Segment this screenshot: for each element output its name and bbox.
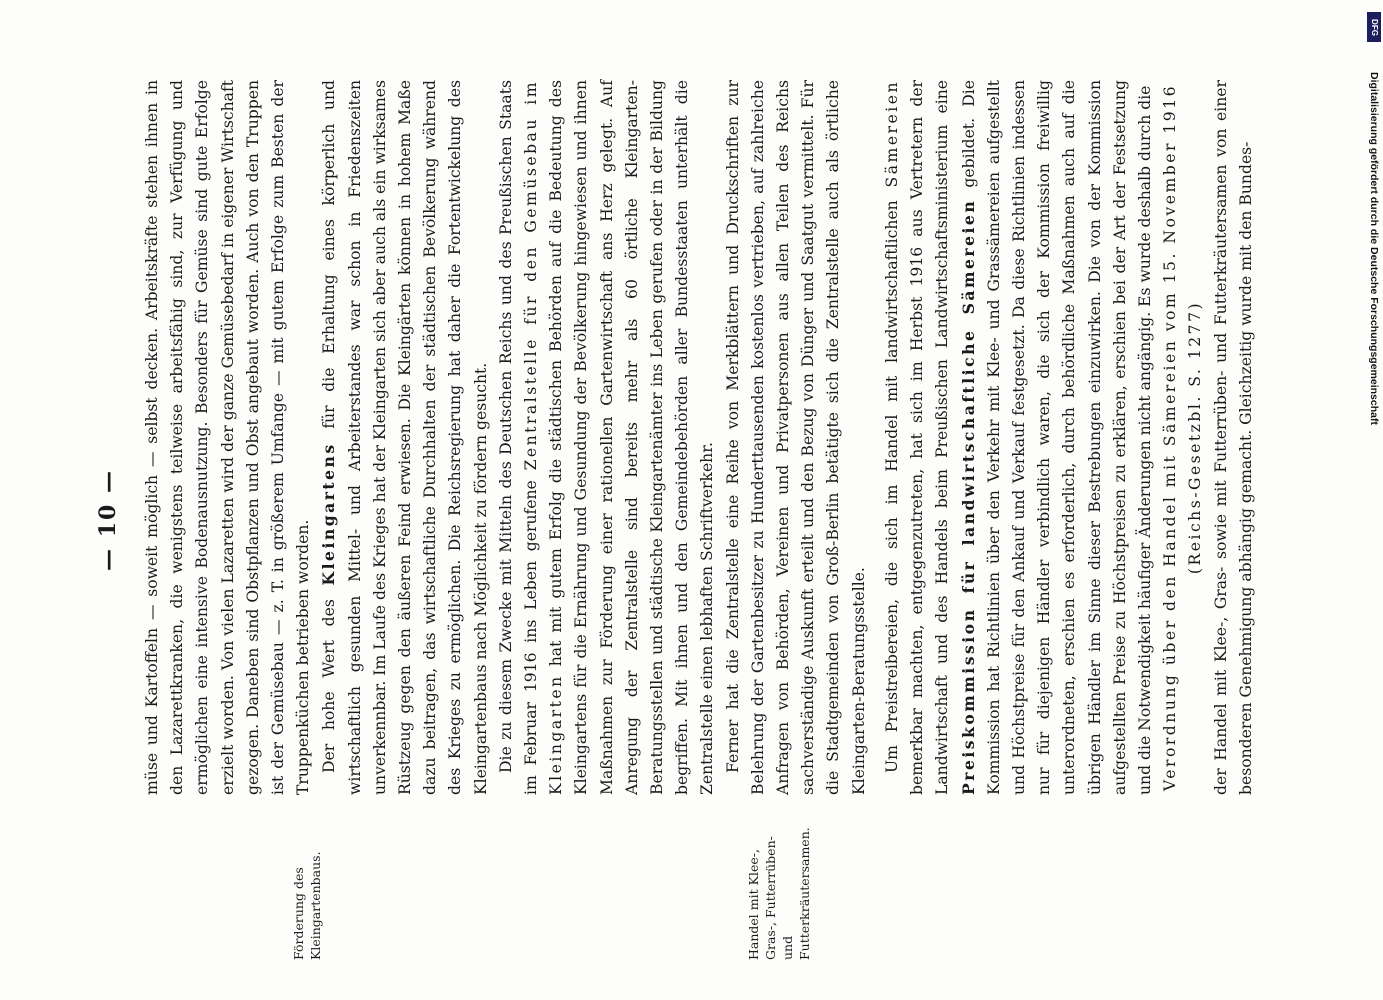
margin-note-samen: Handel mit Klee-, Gras-, Futterrüben- und Futterkräutersamen.: [746, 827, 812, 960]
paragraph-5: [880, 80, 1158, 795]
paragraph-6-decree: Verordnung über den Handel mit Sämereien vom 15. November 1916 (Reichs-Gesetzbl. S. 1277): [1161, 83, 1205, 792]
paragraph-7: der Handel mit Klee-, Gras- sowie mit Futterrüben- und Futterkräutersamen von einer besonderen Genehmigung abhängig gemacht. Gleichzeitig wurde mit den Bundes-: [1211, 80, 1255, 795]
paragraph-2-lead: Der hohe Wert des: [320, 585, 339, 773]
paragraph-4: Ferner hat die Zentralstelle eine Reihe von Merkblättern und Druckschriften zur Belehrung der Gartenbesitzer zu Hunderttausenden kostenlos vertrieben, auf zahlreiche Anfragen von Behörden, Vereinen und Privatpersonen aus allen Teilen des Reichs sachverständige Auskunft erteilt und den Bezug von Dünger und Saatgut vermittelt. Für die Stadtgemeinden von Groß-Berlin betätigte sich die Zentralstelle auch als örtliche Kleingarten-Beratungsstelle.: [723, 80, 868, 795]
paragraph-1: müse und Kartoffeln — soweit möglich — selbst decken. Arbeitskräfte stehen ihnen in den Lazarettkranken, die wenigstens teilweise arbeitsfähig sind, zur Verfügung und ermöglichen eine intensive Bodenausnutzung. Besonders für Gemüse sind gute Erfolge erzielt worden. Von vielen Lazaretten wird der ganze Gemüsebedarf in eigener Wirtschaft gezogen. Daneben sind Obstpflanzen und Obst angebaut worden. Auch von den Truppen ist der Gemüsebau — z. T. in größerem Umfange — mit gutem Erfolge zum Besten der Truppenküchen betrieben worden.: [143, 80, 313, 795]
digitization-credit: [1364, 0, 1383, 1000]
paragraph-3-rest: hat mit gutem Erfolg die städtischen Behörden auf die Bedeutung des Kleingartens für die Ernährung und Gesundung der Bevölkerung hingewiesen und ihnen Maßnahmen zur Förderung einer rationellen Gartenwirtschaft ans Herz gelegt. Auf Anregung der Zentralstelle sind bereits mehr als 60 örtliche Kleingarten-Beratungsstellen und städtische Kleingartenämter ins Leben gerufen oder in der Bildung begriffen. Mit ihnen und den Gemeindebehörden aller Bundesstaaten unterhält die Zentralstelle einen lebhaften Schriftverkehr.: [547, 80, 717, 795]
digitization-credit-text: Digitalisierung gefördert durch die Deutsche Forschungsgemeinschaft: [1368, 72, 1380, 425]
paragraph-5-term-2: Preiskommission für landwirtschaftliche Sämereien: [958, 198, 978, 795]
dfg-logo: [1367, 12, 1381, 42]
paragraph-2: [316, 80, 493, 795]
paragraph-3-term: Zentralstelle für den Gemüsebau im Kleingarten: [522, 80, 566, 795]
margin-note-kleingartenbau: Förderung des Kleingartenbaus.: [291, 851, 323, 960]
paragraph-5-rest: gebildet. Die Kommission hat Richtlinien über den Verkehr mit Klee- und Grassämereien aufgestellt und Höchstpreise für den Ankauf und Verkauf festgesetzt. Da diese Richtlinien indessen nur für diejenigen Händler verbindlich waren, die sich der Kommission freiwillig unterordneten, erschien es erforderlich, durch behördliche Maßnahmen auch auf die übrigen Händler im Sinne dieser Bestrebungen einzuwirken. Die von der Kommission aufgestellten Preise zu Höchstpreisen zu erklären, erschien bei der Art der Festsetzung und die Notwendigkeit häufiger Änderungen nicht angängig. Es wurde deshalb durch die: [959, 80, 1154, 795]
paragraph-2-term: Kleingartens: [319, 442, 339, 586]
rotated-page-content: [95, 80, 1295, 960]
paragraph-5-term-1: Sämereien: [882, 80, 901, 188]
paragraph-3: [494, 80, 721, 795]
main-text: [140, 80, 1259, 795]
paragraph-2-rest: für die Erhaltung eines körperlich und wirtschaftlich gesunden Mittel- und Arbeiterstandes war schon in Friedenszeiten unverkennbar. Im Laufe des Krieges hat der Kleingarten sich aber auch als ein wirksames Rüstzeug gegen den äußeren Feind erwiesen. Die Kleingärten können in hohem Maße dazu beitragen, das wirtschaftliche Durchhalten der städtischen Bevölkerung während des Krieges zu ermöglichen. Die Reichsregierung hat daher die Fortentwickelung des Kleingartenbaus nach Möglichkeit zu fördern gesucht.: [320, 80, 490, 795]
paragraph-5-mid: bemerkbar machten, entgegenzutreten, hat sich im Herbst 1916 aus Vertretern der Landwirtschaft und des Handels beim Preußischen Landwirtschaftsministerium eine: [908, 80, 952, 795]
page-number: — 10 —: [95, 469, 121, 571]
dfg-logo-text: DFG: [1369, 18, 1379, 36]
paragraph-5-lead: Um Preistreibereien, die sich im Handel mit landwirtschaftlichen: [882, 187, 901, 773]
paragraph-3-lead: Die zu diesem Zwecke mit Mitteln des Deutschen Reichs und des Preußischen Staats im Februar 1916 ins Leben gerufene: [496, 80, 541, 795]
